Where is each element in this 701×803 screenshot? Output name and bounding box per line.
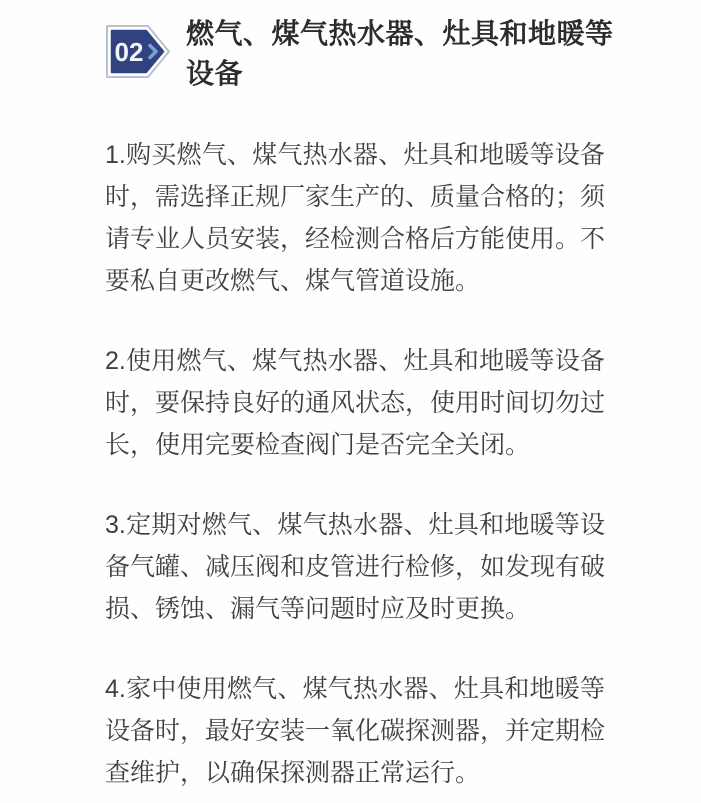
section-number-badge [105, 24, 173, 80]
article-body [0, 134, 701, 794]
paragraph-2: 2.使用燃气、煤气热水器、灶具和地暖等设备时，要保持良好的通风状态，使用时间切勿过长，使用完要检查阀门是否完全关闭。 [105, 347, 606, 459]
paragraph-1: 1.购买燃气、煤气热水器、灶具和地暖等设备时，需选择正规厂家生产的、质量合格的；须请专业人员安装，经检测合格后方能使用。不要私自更改燃气、煤气管道设施。 [105, 141, 606, 295]
page-title: 燃气、煤气热水器、灶具和地暖等设备 [186, 18, 614, 89]
paragraph-3: 3.定期对燃气、煤气热水器、灶具和地暖等设备气罐、减压阀和皮管进行检修，如发现有破损、锈蚀、漏气等问题时应及时更换。 [105, 511, 606, 623]
badge-number: 02 [114, 37, 144, 67]
section-header [0, 0, 701, 94]
paragraph-4: 4.家中使用燃气、煤气热水器、灶具和地暖等设备时，最好安装一氧化碳探测器，并定期检查维护，以确保探测器正常运行。 [105, 675, 606, 787]
